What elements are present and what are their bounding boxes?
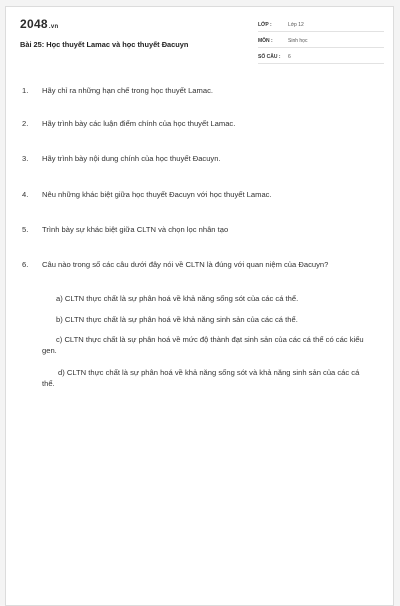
worksheet-page [5,6,394,606]
question-number: 2. [22,119,29,128]
question-text: Trình bày sự khác biệt giữa CLTN và chọn lọc nhân tạo [42,225,229,234]
question-text: Hãy chỉ ra những hạn chế trong học thuyết Lamac. [42,86,213,95]
option-text: CLTN thực chất là sự phân hoá về khả năng sống sót của các cá thể. [64,294,299,303]
option-letter: a) [56,294,63,303]
meta-subject-label: MÔN : [258,38,273,44]
question-number: 3. [22,154,29,163]
option-letter: d) [58,368,65,377]
question-number: 5. [22,225,29,234]
worksheet-header [6,7,393,67]
answer-option-a[interactable] [56,293,388,304]
question-text: Hãy trình bày các luận điểm chính của học thuyết Lamac. [42,119,236,128]
question-text: Câu nào trong số các câu dưới đây nói về CLTN là đúng với quan niệm của Đacuyn? [42,260,329,269]
option-text: CLTN thực chất là sự phân hoá về khả năng sinh sản của các cá thể. [64,315,298,324]
logo-suffix: .vn [48,24,59,30]
question-text: Nêu những khác biệt giữa học thuyết Đacuyn với học thuyết Lamac. [42,190,272,199]
question-number: 1. [22,86,29,95]
option-letter: c) [56,335,63,344]
question-number: 4. [22,190,29,199]
meta-count-label: SỐ CÂU : [258,54,281,60]
answer-option-b[interactable] [56,314,388,325]
option-letter: b) [56,315,63,324]
meta-class-row [258,19,384,32]
meta-count-value: 6 [288,54,291,60]
question-text: Hãy trình bày nội dung chính của học thuyết Đacuyn. [42,154,221,163]
meta-class-value: Lớp 12 [288,22,304,28]
meta-class-label: LỚP : [258,22,272,28]
meta-subject-value: Sinh học [288,38,308,44]
option-text: CLTN thực chất là sự phân hoá về khả năng sống sót và khả năng sinh sản của các cá thể. [42,368,360,388]
answer-option-d[interactable] [42,367,374,389]
meta-subject-row [258,35,384,48]
meta-count-row [258,51,384,64]
lesson-title: Bài 25: Học thuyết Lamac và học thuyết Đacuyn [20,40,189,49]
logo-text: 2048 [20,17,48,31]
answer-option-c[interactable] [42,334,374,356]
option-text: CLTN thực chất là sự phân hoá về mức độ thành đạt sinh sản của các cá thể có các kiểu gen. [42,335,364,355]
question-number: 6. [22,260,29,269]
site-logo[interactable] [20,17,58,31]
